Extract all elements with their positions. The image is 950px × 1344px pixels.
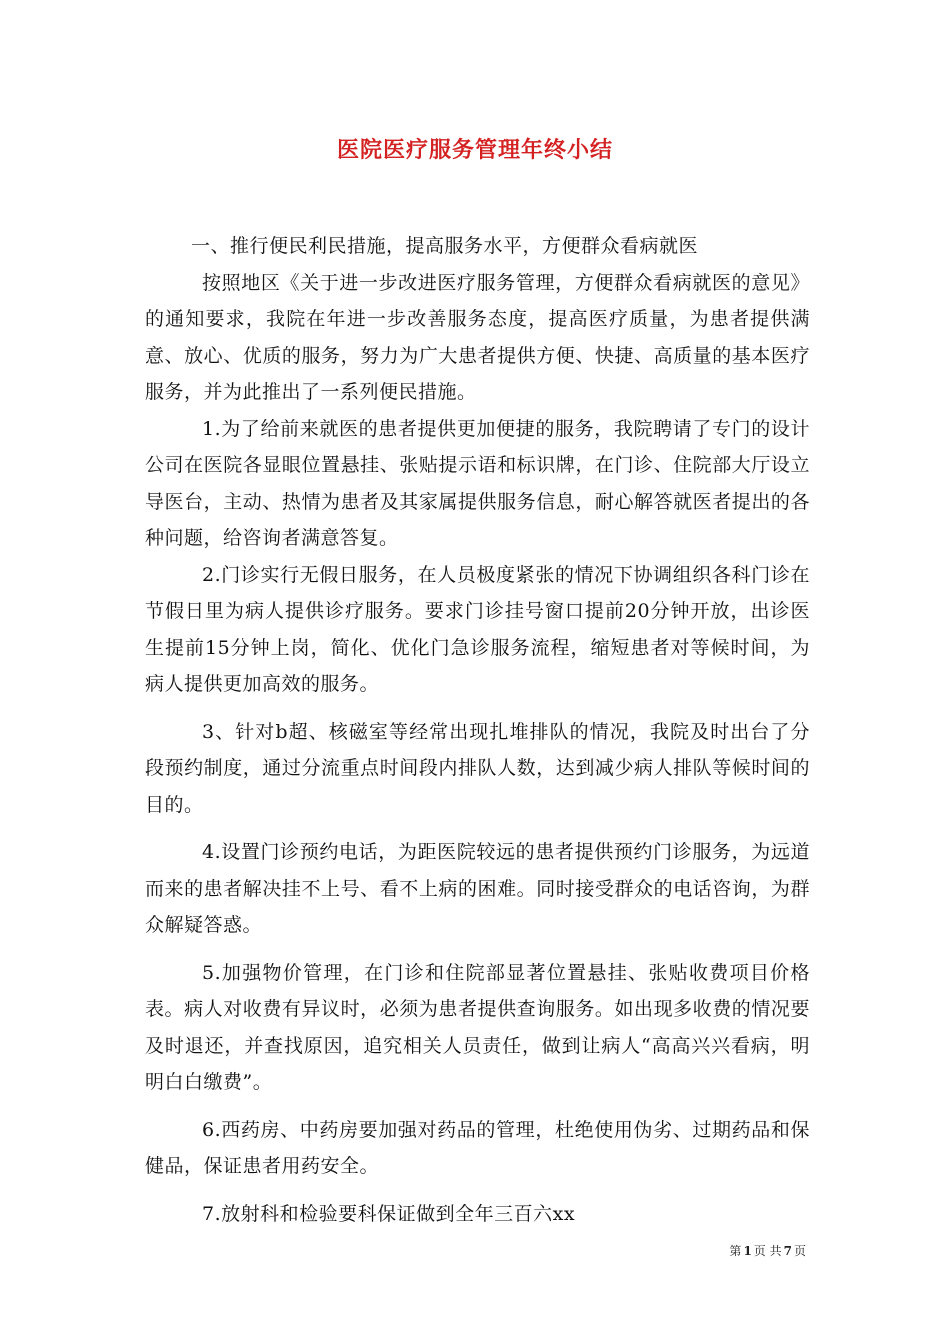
paragraph-item-4: 4.设置门诊预约电话，为距医院较远的患者提供预约门诊服务，为远道而来的患者解决挂不上号、看不上病的困难。同时接受群众的电话咨询，为群众解疑答惑。	[145, 841, 810, 936]
paragraph-item-5: 5.加强物价管理，在门诊和住院部显著位置悬挂、张贴收费项目价格表。病人对收费有异议时，必须为患者提供查询服务。如出现多收费的情况要及时退还，并查找原因，追究相关人员责任，做到让病人“高高兴兴看病，明明白白缴费”。	[145, 961, 810, 1093]
footer-page-current: 1	[743, 1244, 752, 1258]
footer-suffix: 页	[793, 1244, 806, 1258]
footer-prefix: 第	[729, 1244, 742, 1258]
section-heading: 一、推行便民利民措施，提高服务水平，方便群众看病就医	[191, 235, 699, 257]
paragraph-item-6: 6.西药房、中药房要加强对药品的管理，杜绝使用伪劣、过期药品和保健品，保证患者用药安全。	[145, 1118, 810, 1177]
footer-page-total: 7	[783, 1244, 792, 1258]
paragraph-item-7: 7.放射科和检验要科保证做到全年三百六xx	[202, 1202, 576, 1225]
paragraph-item-1: 1.为了给前来就医的患者提供更加便捷的服务，我院聘请了专门的设计公司在医院各显眼位置悬挂、张贴提示语和标识牌，在门诊、住院部大厅设立导医台，主动、热情为患者及其家属提供服务信息，耐心解答就医者提出的各种问题，给咨询者满意答复。	[145, 417, 810, 549]
document-title: 医院医疗服务管理年终小结	[336, 137, 613, 163]
footer-middle: 页 共	[753, 1244, 782, 1258]
page-footer	[0, 1242, 806, 1259]
paragraph-intro: 按照地区《关于进一步改进医疗服务管理，方便群众看病就医的意见》的通知要求，我院在年进一步改善服务态度，提高医疗质量，为患者提供满意、放心、优质的服务，努力为广大患者提供方便、快捷、高质量的基本医疗服务，并为此推出了一系列便民措施。	[145, 271, 810, 403]
paragraph-item-2: 2.门诊实行无假日服务，在人员极度紧张的情况下协调组织各科门诊在节假日里为病人提供诊疗服务。要求门诊挂号窗口提前20分钟开放，出诊医生提前15分钟上岗，简化、优化门急诊服务流程，缩短患者对等候时间，为病人提供更加高效的服务。	[145, 563, 810, 695]
document-body	[145, 228, 810, 1232]
paragraph-item-3: 3、针对b超、核磁室等经常出现扎堆排队的情况，我院及时出台了分段预约制度，通过分流重点时间段内排队人数，达到减少病人排队等候时间的目的。	[145, 720, 810, 816]
